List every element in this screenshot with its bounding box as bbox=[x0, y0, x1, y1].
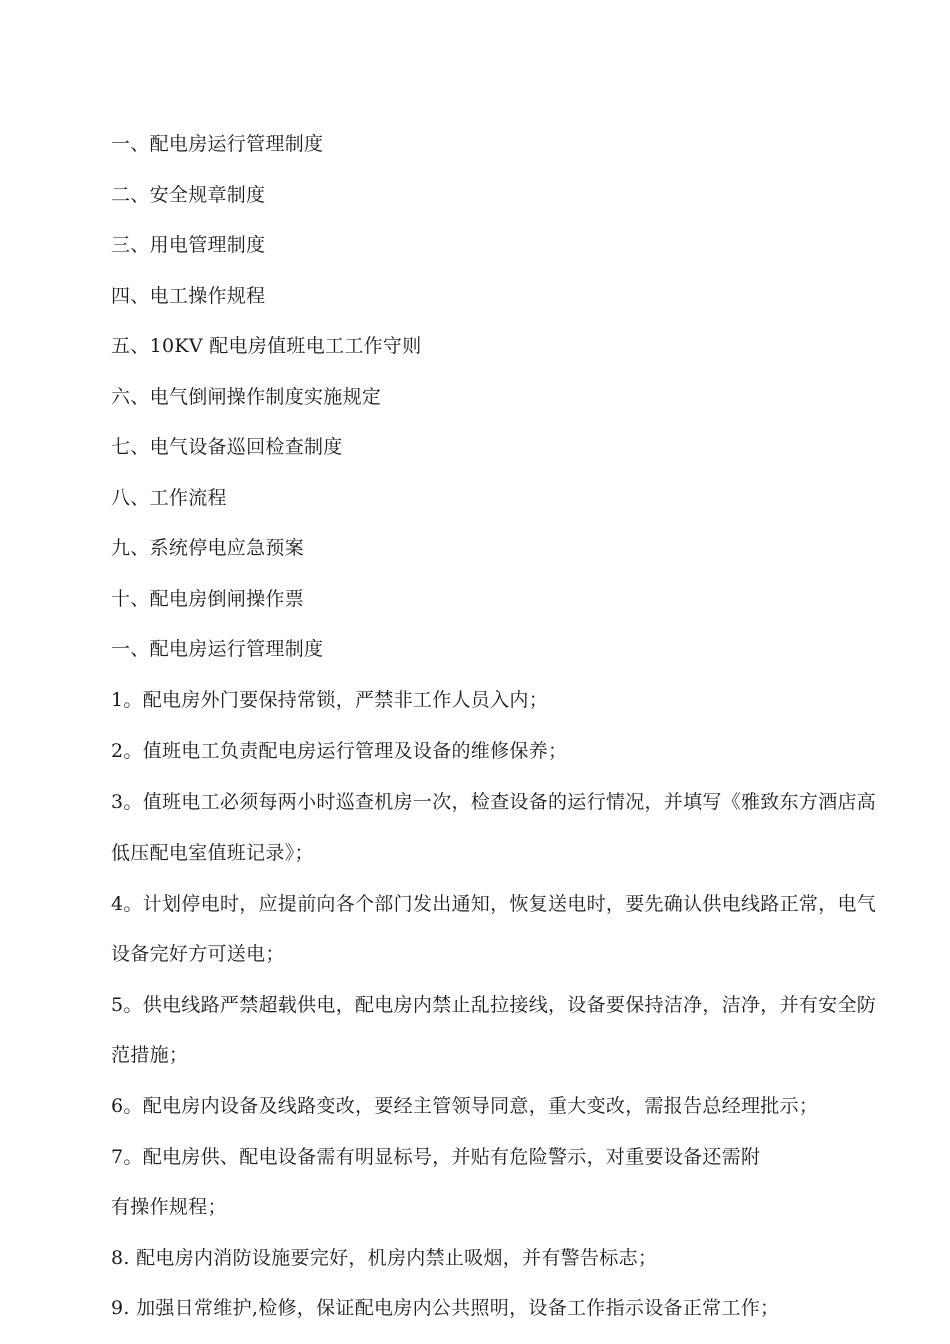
body-line: 6。配电房内设备及线路变改，要经主管领导同意，重大变改，需报告总经理批示； bbox=[111, 1095, 819, 1117]
section-title: 一、配电房运行管理制度 bbox=[111, 638, 324, 660]
body-line: 设备完好方可送电； bbox=[111, 943, 285, 965]
body-line: 低压配电室值班记录》； bbox=[111, 842, 314, 864]
toc-item-5: 五、10KV 配电房值班电工工作守则 bbox=[111, 335, 422, 357]
body-line: 5。供电线路严禁超载供电，配电房内禁止乱拉接线，设备要保持洁净，洁净，并有安全防 bbox=[111, 994, 877, 1016]
toc-item-9: 九、系统停电应急预案 bbox=[111, 537, 305, 559]
toc-item-1: 一、配电房运行管理制度 bbox=[111, 133, 324, 155]
toc-item-2: 二、安全规章制度 bbox=[111, 184, 266, 206]
body-line: 9. 加强日常维护,检修，保证配电房内公共照明，设备工作指示设备正常工作； bbox=[111, 1297, 780, 1319]
toc-item-6: 六、电气倒闸操作制度实施规定 bbox=[111, 386, 382, 408]
toc-item-10: 十、配电房倒闸操作票 bbox=[111, 588, 305, 610]
body-line: 有操作规程； bbox=[111, 1196, 227, 1218]
body-line: 3。值班电工必须每两小时巡查机房一次，检查设备的运行情况，并填写《雅致东方酒店高 bbox=[111, 791, 877, 813]
toc-item-3: 三、用电管理制度 bbox=[111, 234, 266, 256]
toc-item-7: 七、电气设备巡回检查制度 bbox=[111, 436, 343, 458]
body-line: 1。配电房外门要保持常锁，严禁非工作人员入内； bbox=[111, 689, 548, 711]
body-line: 7。配电房供、配电设备需有明显标号，并贴有危险警示，对重要设备还需附 bbox=[111, 1146, 761, 1168]
body-line: 范措施； bbox=[111, 1044, 189, 1066]
toc-item-4: 四、电工操作规程 bbox=[111, 285, 266, 307]
body-line: 2。值班电工负责配电房运行管理及设备的维修保养； bbox=[111, 740, 568, 762]
toc-item-8: 八、工作流程 bbox=[111, 487, 227, 509]
body-line: 8. 配电房内消防设施要完好，机房内禁止吸烟，并有警告标志； bbox=[111, 1247, 658, 1269]
body-line: 4。计划停电时，应提前向各个部门发出通知，恢复送电时，要先确认供电线路正常，电气 bbox=[111, 893, 877, 915]
